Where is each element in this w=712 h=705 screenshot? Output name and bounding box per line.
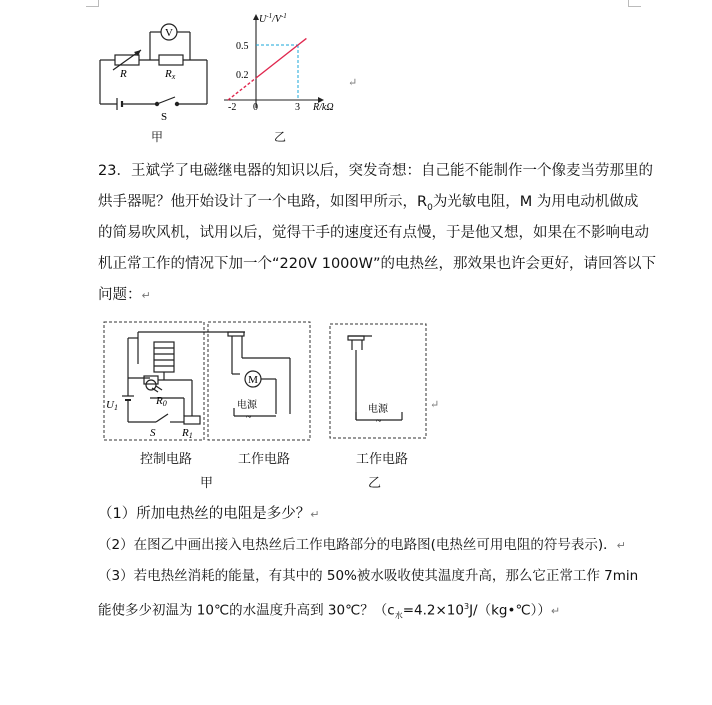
figure-yi-work-label: 工作电路 bbox=[356, 452, 409, 467]
graph-line-solid bbox=[256, 45, 298, 78]
subquestion-2: （2）在图乙中画出接入电热丝后工作电路部分的电路图(电热丝可用电阻的符号表示)．↵ bbox=[98, 537, 626, 553]
switch-label: S bbox=[161, 111, 168, 123]
yi-source-label: 电源 bbox=[368, 404, 388, 415]
return-mark-figure: ↵ bbox=[430, 398, 440, 411]
graph-line-tail bbox=[298, 38, 306, 45]
control-circuit-label: 控制电路 bbox=[140, 452, 193, 467]
graph-line-extrapolated bbox=[228, 78, 256, 100]
voltmeter-label: V bbox=[165, 27, 173, 39]
switch-s-label: S bbox=[150, 427, 156, 439]
motor-label: M bbox=[248, 374, 258, 386]
work-circuit-label: 工作电路 bbox=[238, 452, 291, 467]
resistor-rx-label: Rx bbox=[165, 68, 176, 81]
top-circuit-caption: 甲 bbox=[151, 130, 164, 144]
r0-label: R0 bbox=[156, 395, 167, 408]
question-line-5: 问题：↵ bbox=[98, 287, 151, 303]
subquestion-1: （1）所加电热丝的电阻是多少？↵ bbox=[98, 506, 320, 522]
graph-y-tick-0-2: 0.2 bbox=[236, 70, 249, 81]
graph-x-tick-neg2: -2 bbox=[228, 102, 237, 113]
return-mark-top: ↵ bbox=[348, 76, 358, 89]
top-circuit-diagram bbox=[95, 14, 215, 124]
figure-yi-caption: 乙 bbox=[368, 476, 382, 491]
u1-label: U1 bbox=[106, 399, 118, 412]
question-line-1: 23．王斌学了电磁继电器的知识以后，突发奇想：自己能不能制作一个像麦当劳那里的 bbox=[98, 163, 653, 179]
work-source-label: 电源 bbox=[237, 400, 257, 411]
page-corner-mark-right bbox=[628, 0, 641, 7]
question-line-3: 的简易吹风机，试用以后，觉得干手的速度还有点慢，于是他又想，如果在不影响电动 bbox=[98, 225, 649, 241]
question-line-2: 烘手器呢？他开始设计了一个电路，如图甲所示，$R_0$为光敏电阻，M 为用电动机做成 bbox=[98, 194, 639, 213]
subquestion-3-line-1: （3）若电热丝消耗的能量，有其中的 50%被水吸收使其温度升高，那么它正常工作 7min bbox=[98, 568, 639, 584]
page-corner-mark-left bbox=[86, 0, 99, 7]
top-graph-caption: 乙 bbox=[274, 130, 287, 144]
yi-source-tilde: ~ bbox=[376, 416, 382, 427]
r1-label: R1 bbox=[182, 427, 193, 440]
graph-x-tick-3: 3 bbox=[295, 102, 300, 113]
resistor-r-label: R bbox=[120, 68, 127, 80]
work-circuit-box bbox=[208, 322, 310, 440]
figure-yi-diagram bbox=[326, 322, 430, 442]
top-graph bbox=[218, 10, 348, 122]
graph-x-axis-label: R/kΩ bbox=[313, 102, 334, 113]
figure-jia-diagram bbox=[100, 318, 320, 446]
graph-y-axis-label: $U^{-1}/V^{-1}$ bbox=[259, 12, 287, 25]
graph-y-tick-0-5: 0.5 bbox=[236, 41, 249, 52]
graph-x-tick-0: 0 bbox=[253, 102, 258, 113]
question-line-4: 机正常工作的情况下加一个“220V 1000W”的电热丝，那效果也许会更好，请回答以下 bbox=[98, 256, 656, 272]
figure-jia-caption: 甲 bbox=[200, 476, 214, 491]
subquestion-3-line-2: 能使多少初温为 10℃的水温度升高到 30℃？$(c_水=4.2\times 10^3J/(kg•℃))↵$ bbox=[98, 602, 561, 621]
work-source-tilde: ~ bbox=[246, 412, 252, 423]
